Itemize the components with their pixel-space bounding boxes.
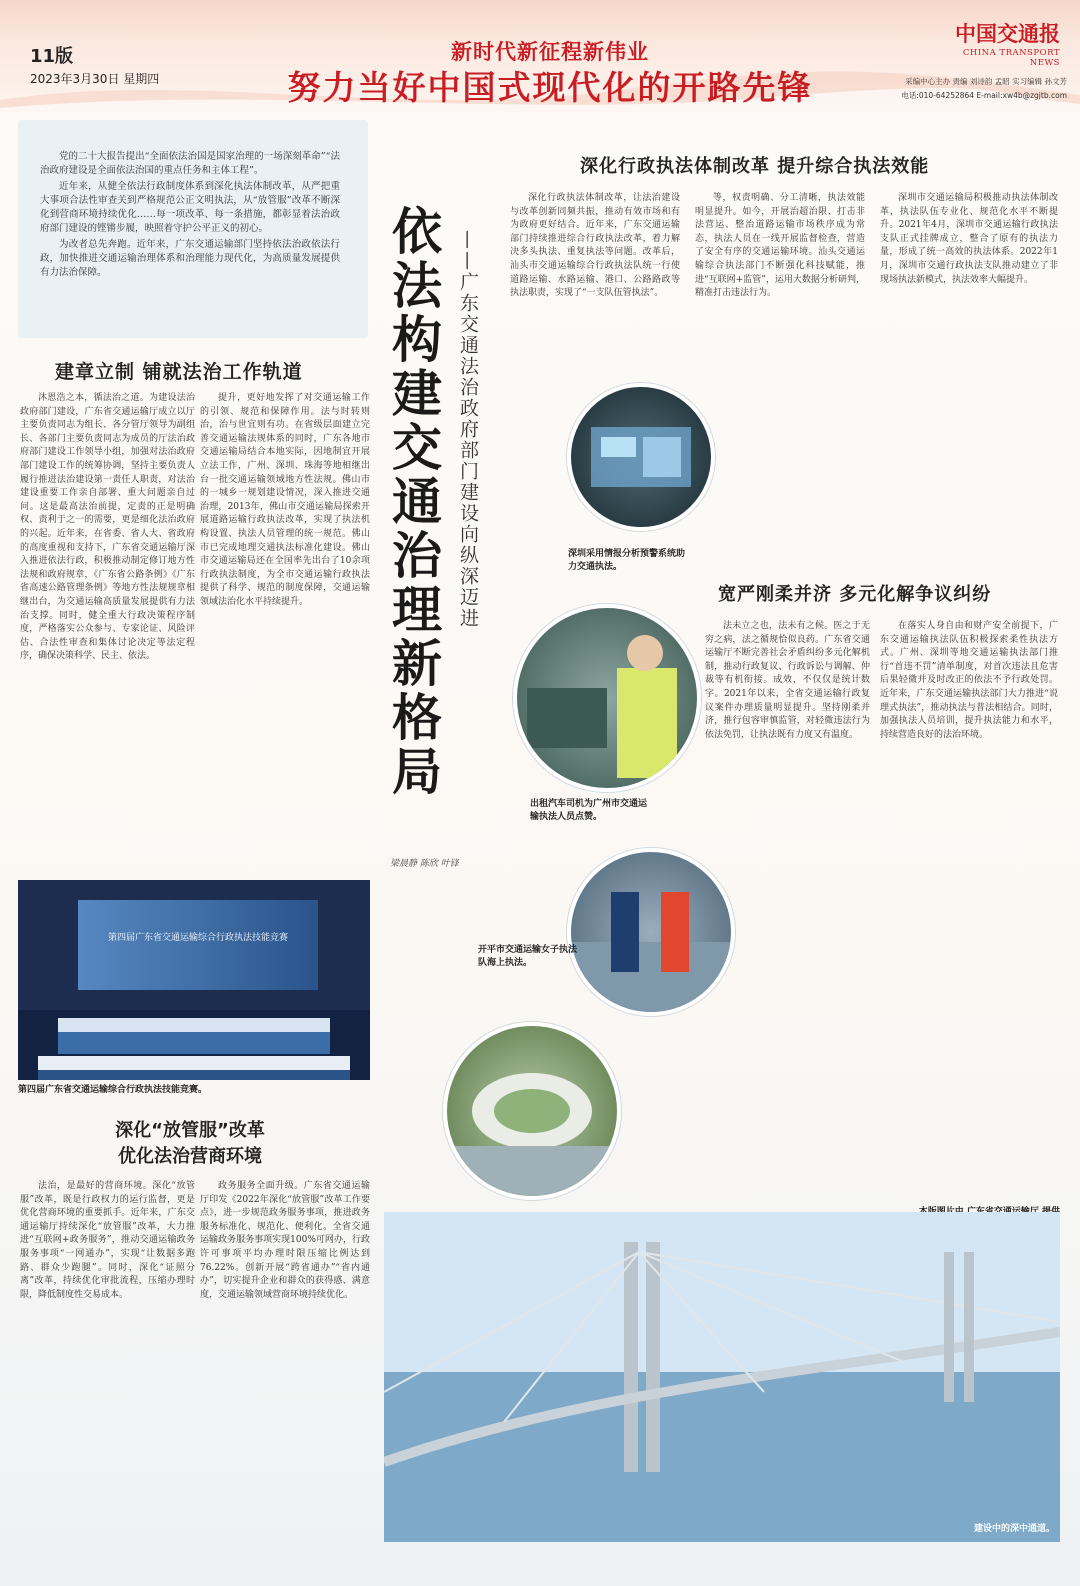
stage-banner-text: 第四届广东省交通运输综合行政执法技能竞赛: [107, 933, 289, 943]
section-column: 在落实人身自由和财产安全前提下，广东交通运输执法队伍积极探索柔性执法方式。广州、深圳等地交通运输执法部门推行“首违不罚”清单制度，对首次违法且危害后果轻微并及时改正的依法不予行政处罚。近年来，广东交通运输执法部门大力推进“说理式执法”，推动执法与普法相结合。同时，加强执法人员培训，提升执法能力和水平，持续营造良好的法治环境。: [880, 621, 1058, 740]
section-heading: 宽严刚柔并济 多元化解争议纠纷: [718, 584, 992, 605]
main-subtitle: ——广东交通法治政府部门建设向纵深迈进: [457, 230, 479, 629]
section-heading: 建章立制 铺就法治工作轨道: [55, 361, 303, 383]
intro-paragraph: 为改者总先奔跑。近年来，广东交通运输部门坚持依法治政依法行政，加快推进交通运输治理体系和治理能力现代化，为高质量发展提供有力法治保障。: [40, 239, 340, 278]
section-column: 深圳市交通运输局积极推动执法体制改革，执法队伍专业化、规范化水平不断提升。2021年4月，深圳市交通运输行政执法支队正式挂牌成立，整合了原有的执法力量，形成了统一高效的执法体系。2022年1月，深圳市交通行政执法支队推动建立了非现场执法新模式，执法效率大幅提升。: [880, 193, 1058, 285]
bus-hub-illustration: [447, 1026, 617, 1196]
intro-paragraph: 近年来，从健全依法行政制度体系到深化执法体制改革，从严把重大事项合法性审查关到严格规范公正文明执法，从“放管服”改革不断深化到营商环境持续优化……每一项改革、每一条措施，都彰显着法治政府部门建设的铿锵步履，映照着守护公平正义的初心。: [40, 181, 340, 234]
byline: 梁晨静 陈欣 叶锋: [390, 859, 459, 869]
page-number: 11版: [30, 46, 74, 67]
newspaper-logo-english: CHINA TRANSPORT NEWS: [962, 48, 1060, 68]
sea-patrol-photo: [567, 848, 735, 1016]
kicker-title: 新时代新征程新伟业: [451, 40, 649, 64]
section-column: 深化行政执法体制改革，让法治建设与改革创新同频共振，推动有效市场和有为政府更好结合。近年来，广东交通运输部门持续推进综合行政执法改革，着力解决多头执法、重复执法等问题。改革后，汕头市交通运输综合行政执法队统一行使道路运输、水路运输、港口、公路路政等执法职责，实现了“一支队伍管执法”。: [510, 193, 680, 299]
section-column: 沐恩浩之本，循法治之道。为建设法治政府部门建设，广东省交通运输厅成立以厅主要负责同志为组长、各分管厅领导为副组长、各部门主要负责同志为成员的厅法治政府部门建设工作领导小组，加强对法治政府部门建设工作的统筹协调，坚持主要负责人履行推进法治建设第一责任人职责，对法治建设重要工作亲自部署、重大问题亲自过问。这是最高法治前提，定责的正是明确权、责利于之一的需要，更是细化法治政府的兴起。近年来，在省委、省人大、省政府的高度重视和支持下，广东省交通运输厅深入推进依法行政，积极推动制定修订地方性法规和政府规章，《广东省公路条例》《广东省高速公路管理条例》等地方性法规规章相继出台，为交通运输高质量发展提供有力法治支撑。同时，健全重大行政决策程序制度，严格落实公众参与、专家论证、风险评估、合法性审查和集体讨论决定等法定程序，确保决策科学、民主、依法。: [20, 393, 195, 662]
editor-credits: [867, 75, 1067, 103]
section-heading: 深化行政执法体制改革 提升综合执法效能: [580, 156, 930, 177]
competition-stage-photo: [18, 880, 370, 1080]
section-column: 等，权责明确、分工清晰，执法效能明显提升。如今，开展治超治限、打击非法营运、整治道路运输市场秩序成为常态，执法人员在一线开展监督检查，营造了安全有序的交通运输环境。汕头交通运输综合执法部门不断强化科技赋能，推进“互联网+监管”，运用大数据分析研判，精准打击违法行为。: [695, 193, 865, 299]
section-column: 提升，更好地发挥了对交通运输工作的引领、规范和保障作用。法与时转则治，治与世宜则有功。在省级层面建立完善交通运输法规体系的同时，广东各地市交通运输局结合本地实际，因地制宜开展立法工作，广州、深圳、珠海等地相继出台一批交通运输领域地方性法规。佛山市的一城乡一规划建设情况，深入推进交通治理，2013年，佛山市交通运输局探索开展道路运输行政执法改革，实现了执法机构设置、执法人员管理的统一规范。佛山市已完成地理交通执法标准化建设。佛山市交通运输局还在全国率先出台了10余项行政执法制度，为全市交通运输行政执法提供了科学、规范的制度保障，交通运输领域法治化水平持续提升。: [200, 393, 370, 607]
bus-hub-photo: [443, 1022, 621, 1200]
sea-patrol-illustration: [571, 852, 731, 1012]
screen-illustration: [571, 387, 711, 527]
photo-caption: 出租汽车司机为广州市交通运输执法人员点赞。: [530, 799, 648, 822]
newspaper-logo: 中国交通报: [955, 21, 1060, 46]
editor-credits-line: 采编中心主办 责编 刘诗韵 孟昭 实习编辑 孙文芳: [905, 77, 1067, 86]
intro-text: [40, 150, 340, 335]
stage-illustration: [18, 880, 370, 1080]
section-heading: 深化“放管服”改革 优化法治营商环境: [115, 1120, 265, 1167]
main-title: 依法构建交通治理新格局: [384, 205, 443, 799]
section-column: 法治，是最好的营商环境。深化“放管服”改革，既是行政权力的运行监督，更是优化营商环境的重要抓手。近年来，广东交通运输厅持续深化“放管服”改革，大力推进“互联网+政务服务”，推动交通运输政务服务事项“一网通办”，实现“让数据多跑路、群众少跑腿”。同时，深化“证照分离”改革，持续优化审批流程，压缩办理时限，降低制度性交易成本。: [20, 1181, 195, 1300]
section-column: 政务服务全面升级。广东省交通运输厅印发《2022年深化“放管服”改革工作要点》，进一步规范政务服务事项，推进政务服务标准化、规范化、便利化。全省交通运输政务服务事项实现100%可网办，行政许可事项平均办理时限压缩比例达到76.22%。创新开展“跨省通办”“省内通办”，切实提升企业和群众的获得感、满意度，交通运输领域营商环境持续优化。: [200, 1181, 370, 1300]
officer-illustration: [517, 608, 697, 788]
taxi-driver-photo: [513, 604, 701, 792]
photo-caption: 建设中的深中通道。: [973, 1524, 1055, 1534]
shenzhong-link-photo: [384, 1212, 1060, 1542]
contact-line: 电话:010-64252864 E-mail:xw4b@zgjtb.com: [901, 91, 1067, 100]
section-column: 法未立之也，法未有之候。医之于无穷之病，法之循规恰似良药。广东省交通运输厅不断完善社会矛盾纠纷多元化解机制，推动行政复议、行政诉讼与调解、仲裁等有机衔接。成效，不仅仅是统计数字。2021年以来，全省交通运输行政复议案件办理质量明显提升。坚持刚柔并济，推行包容审慎监管，对轻微违法行为依法免罚，让执法既有力度又有温度。: [705, 621, 870, 740]
intro-paragraph: 党的二十大报告提出“全面依法治国是国家治理的一场深刻革命”“法治政府建设是全面依法治国的重点任务和主体工程”。: [40, 151, 340, 176]
intelligence-system-photo: [567, 383, 715, 531]
issue-date: 2023年3月30日 星期四: [30, 72, 160, 86]
photo-caption: 深圳采用情报分析预警系统助力交通执法。: [568, 549, 686, 572]
page-headline: 努力当好中国式现代化的开路先锋: [287, 68, 813, 107]
photo-caption: 开平市交通运输女子执法队海上执法。: [478, 945, 578, 968]
bridge-illustration: [384, 1212, 1060, 1542]
photo-caption: 第四届广东省交通运输综合行政执法技能竞赛。: [18, 1085, 208, 1095]
